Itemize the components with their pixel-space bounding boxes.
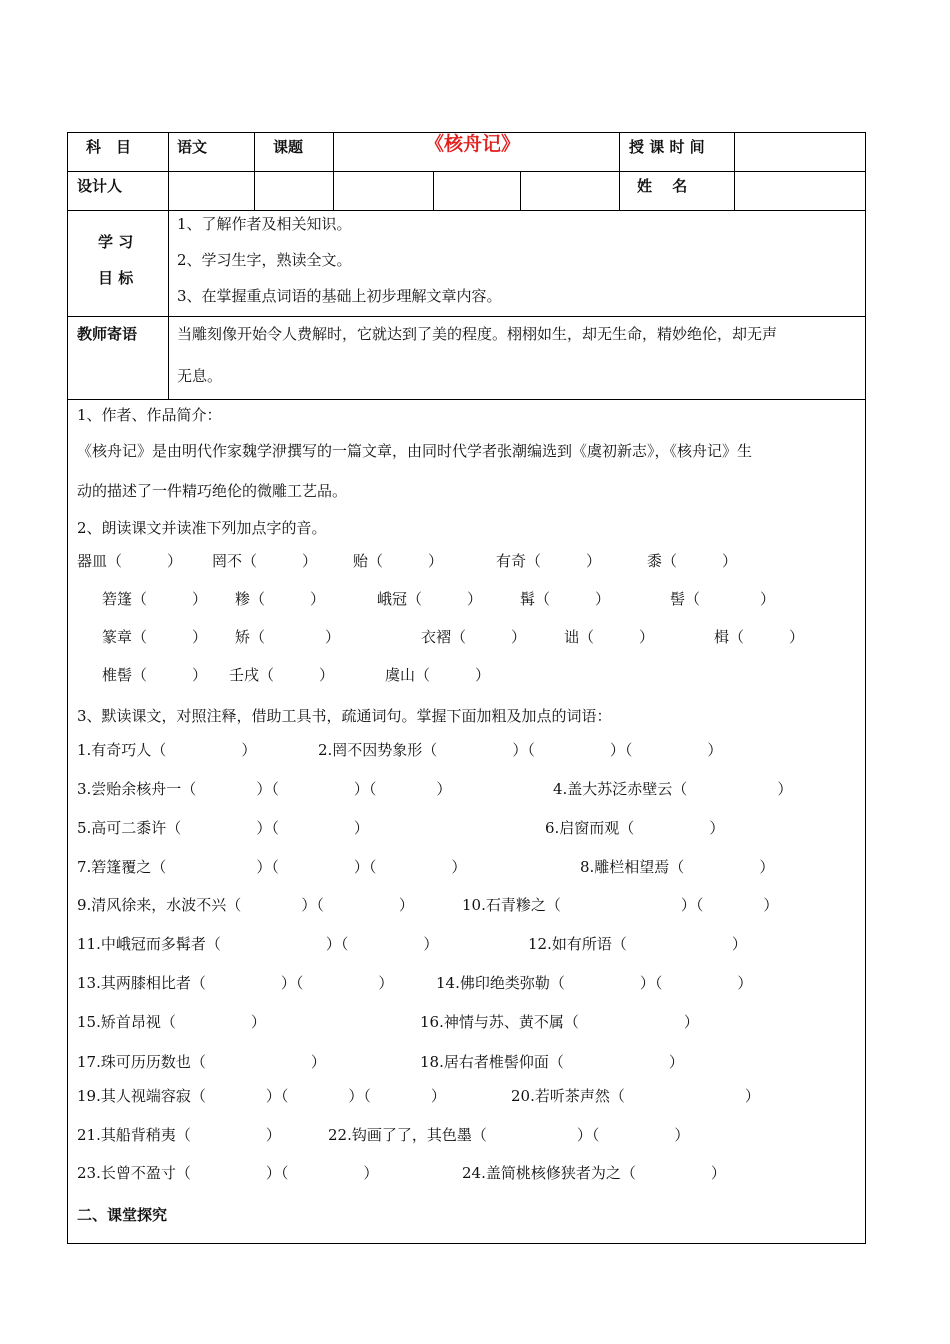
vocab-item: 19.其人视端容寂（ ）（ ）（ ） xyxy=(77,1087,446,1105)
pinyin-item: 椎髻（ ） xyxy=(102,666,208,684)
grid-line xyxy=(619,132,620,210)
section-heading: 3、默读课文，对照注释，借助工具书，疏通词句。掌握下面加粗及加点的词语： xyxy=(77,707,612,725)
grid-line xyxy=(67,171,866,172)
vocab-item: 20.若听茶声然（ ） xyxy=(511,1087,760,1105)
vocab-item: 6.启窗而观（ ） xyxy=(545,819,725,837)
vocab-item: 18.居右者椎髻仰面（ ） xyxy=(420,1053,684,1071)
vocab-item: 24.盖简桃核修狭者为之（ ） xyxy=(462,1164,726,1182)
vocab-item: 12.如有所语（ ） xyxy=(528,935,747,953)
pinyin-item: 衣褶（ ） xyxy=(421,628,527,646)
vocab-item: 15.矫首昂视（ ） xyxy=(77,1013,266,1031)
section-heading: 1、作者、作品简介： xyxy=(77,406,222,424)
grid-line xyxy=(734,132,735,210)
vocab-item: 22.钩画了了，其色墨（ ）（ ） xyxy=(328,1126,690,1144)
pinyin-item: 诎（ ） xyxy=(564,628,655,646)
pinyin-item: 器皿（ ） xyxy=(77,552,183,570)
pinyin-item: 髯（ ） xyxy=(520,590,611,608)
time-label: 授 课 时 间 xyxy=(629,138,705,156)
grid-line xyxy=(168,132,169,399)
vocab-item: 13.其两膝相比者（ ）（ ） xyxy=(77,974,394,992)
pinyin-item: 篆章（ ） xyxy=(102,628,208,646)
pinyin-item: 矫（ ） xyxy=(235,628,341,646)
grid-line xyxy=(333,132,334,210)
goal-item: 2、学习生字，熟读全文。 xyxy=(177,251,352,269)
grid-line xyxy=(254,132,255,210)
grid-line xyxy=(433,171,434,210)
goal-item: 1、了解作者及相关知识。 xyxy=(177,215,352,233)
pinyin-item: 罔不（ ） xyxy=(212,552,318,570)
vocab-item: 4.盖大苏泛赤壁云（ ） xyxy=(553,780,793,798)
vocab-item: 5.高可二黍许（ ）（ ） xyxy=(77,819,369,837)
topic-label: 课题 xyxy=(273,138,304,156)
section-heading: 二、课堂探究 xyxy=(77,1206,168,1224)
vocab-item: 7.箬篷覆之（ ）（ ）（ ） xyxy=(77,858,467,876)
section-heading: 2、朗读课文并读准下列加点字的音。 xyxy=(77,519,327,537)
vocab-item: 2.罔不因势象形（ ）（ ）（ ） xyxy=(318,741,723,759)
grid-line xyxy=(67,399,866,400)
pinyin-item: 虞山（ ） xyxy=(385,666,491,684)
vocab-item: 10.石青糁之（ ）（ ） xyxy=(462,896,779,914)
subject-value: 语文 xyxy=(177,138,208,156)
pinyin-item: 峨冠（ ） xyxy=(377,590,483,608)
pinyin-item: 有奇（ ） xyxy=(496,552,602,570)
vocab-item: 3.尝贻余核舟一（ ）（ ）（ ） xyxy=(77,780,452,798)
grid-line xyxy=(520,171,521,210)
goals-label-2: 目 标 xyxy=(98,269,134,287)
pinyin-item: 髻（ ） xyxy=(670,590,776,608)
pinyin-item: 糁（ ） xyxy=(235,590,326,608)
name-label: 姓 名 xyxy=(637,177,688,195)
page-title: 《核舟记》 xyxy=(425,133,521,155)
teacher-label: 教师寄语 xyxy=(77,325,138,343)
pinyin-item: 壬戌（ ） xyxy=(229,666,335,684)
vocab-item: 11.中峨冠而多髯者（ ）（ ） xyxy=(77,935,439,953)
goals-label-1: 学 习 xyxy=(98,233,134,251)
vocab-item: 17.珠可历历数也（ ） xyxy=(77,1053,326,1071)
grid-line xyxy=(67,316,866,317)
vocab-item: 16.神情与苏、黄不属（ ） xyxy=(420,1013,699,1031)
pinyin-item: 黍（ ） xyxy=(647,552,738,570)
pinyin-item: 箬篷（ ） xyxy=(102,590,208,608)
grid-line xyxy=(67,210,866,211)
teacher-text: 当雕刻像开始令人费解时，它就达到了美的程度。栩栩如生，却无生命，精妙绝伦，却无声 xyxy=(177,325,778,343)
vocab-item: 23.长曾不盈寸（ ）（ ） xyxy=(77,1164,379,1182)
vocab-item: 21.其船背稍夷（ ） xyxy=(77,1126,281,1144)
intro-text: 动的描述了一件精巧绝伦的微雕工艺品。 xyxy=(77,482,348,500)
intro-text: 《核舟记》是由明代作家魏学洢撰写的一篇文章，由同时代学者张潮编选到《虞初新志》，《核舟记》生 xyxy=(77,442,753,460)
subject-label: 科 目 xyxy=(86,138,132,156)
designer-label: 设计人 xyxy=(77,177,123,195)
vocab-item: 1.有奇巧人（ ） xyxy=(77,741,257,759)
teacher-text: 无息。 xyxy=(177,367,223,385)
pinyin-item: 贻（ ） xyxy=(353,552,444,570)
goal-item: 3、在掌握重点词语的基础上初步理解文章内容。 xyxy=(177,287,502,305)
vocab-item: 8.雕栏相望焉（ ） xyxy=(580,858,775,876)
vocab-item: 14.佛印绝类弥勒（ ）（ ） xyxy=(436,974,753,992)
pinyin-item: 楫（ ） xyxy=(714,628,805,646)
vocab-item: 9.清风徐来，水波不兴（ ）（ ） xyxy=(77,896,414,914)
